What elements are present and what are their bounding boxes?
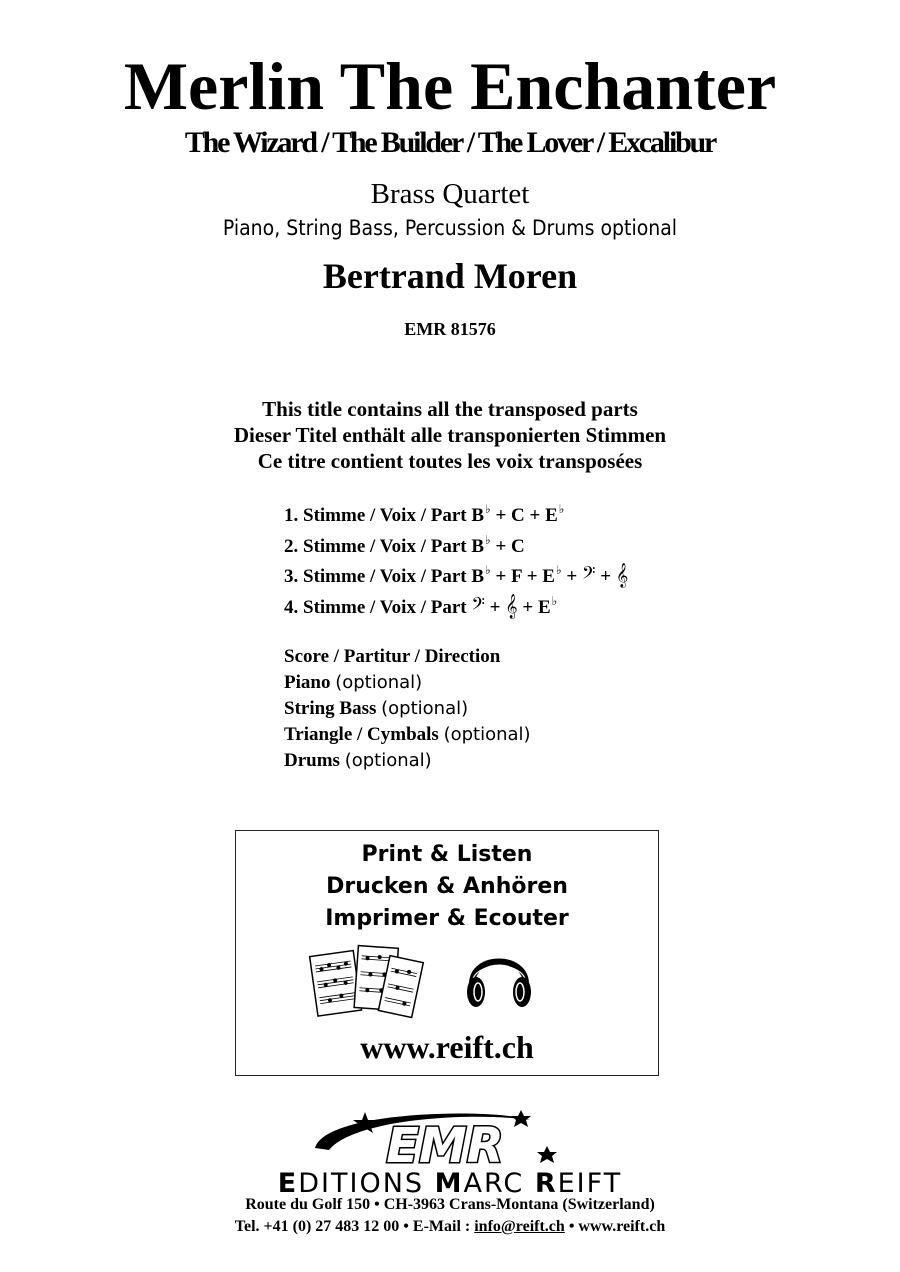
extra-name: String Bass xyxy=(284,698,377,719)
promo-line-german: Drucken & Anhören xyxy=(326,874,568,899)
part-key: F xyxy=(511,566,522,587)
flat-icon: ♭ xyxy=(485,502,491,516)
logo-text: EMR xyxy=(386,1118,504,1174)
website-link[interactable]: www.reift.ch xyxy=(360,1029,534,1065)
contact-tel: Tel. +41 (0) 27 483 12 00 • E-Mail : xyxy=(234,1218,475,1235)
bass-clef-icon: 𝄢 xyxy=(581,563,596,587)
extra-optional: (optional) xyxy=(443,724,531,745)
extras-list xyxy=(284,644,531,774)
extra-optional: (optional) xyxy=(344,750,432,771)
publisher-name-m: M xyxy=(434,1168,464,1199)
part-key: E xyxy=(542,566,555,587)
catalog-number: EMR 81576 xyxy=(404,319,496,339)
flat-icon: ♭ xyxy=(485,532,491,547)
part-number: 4. xyxy=(284,596,299,618)
publisher-name-part1: DITIONS xyxy=(298,1168,435,1199)
part-label: Stimme / Voix / Part xyxy=(303,535,467,557)
publisher-name-r: R xyxy=(534,1168,558,1199)
flat-icon: ♭ xyxy=(558,502,565,516)
publisher-contact xyxy=(0,1219,900,1235)
promo-line-french: Imprimer & Ecouter xyxy=(325,906,569,931)
extra-name: Drums xyxy=(284,750,340,771)
movements-subtitle: The Wizard / The Builder / The Lover / Excalibur xyxy=(184,126,716,159)
publisher-name-part3: EIFT xyxy=(557,1168,623,1199)
extra-name: Score / Partitur / Direction xyxy=(284,646,501,667)
part-key: B xyxy=(471,535,485,557)
email-link[interactable]: info@reift.ch xyxy=(474,1218,565,1235)
parts-list xyxy=(284,494,628,616)
bass-clef-icon: 𝄢 xyxy=(471,593,485,618)
publisher-address: Route du Golf 150 • CH-3963 Crans-Montana (Switzerland) xyxy=(245,1196,655,1213)
extra-optional: (optional) xyxy=(381,698,469,719)
publisher-name-e: E xyxy=(277,1168,299,1199)
part-key: C xyxy=(511,535,525,557)
part-key: E xyxy=(537,596,551,618)
part-row: 3. Stimme / Voix / Part B♭ + F + E♭ + 𝄢 + 𝄞 xyxy=(284,563,629,587)
flat-icon: ♭ xyxy=(551,593,558,608)
notice-german: Dieser Titel enthält alle transponierten Stimmen xyxy=(233,423,667,447)
print-listen-box xyxy=(235,830,659,1076)
headphones-icon xyxy=(464,944,534,1014)
treble-clef-icon: 𝄞 xyxy=(505,593,518,618)
part-number: 1. xyxy=(284,505,299,526)
treble-clef-icon: 𝄞 xyxy=(615,563,629,587)
promo-text xyxy=(236,839,658,935)
part-number: 2. xyxy=(284,535,299,557)
publisher-name xyxy=(0,1170,900,1197)
list-item xyxy=(284,696,531,722)
part-key: B xyxy=(471,566,485,587)
extra-name: Piano xyxy=(284,672,331,693)
part-row: 2. Stimme / Voix / Part B♭ + C xyxy=(284,532,525,557)
part-label: Stimme / Voix / Part xyxy=(303,596,467,618)
promo-line-english: Print & Listen xyxy=(361,842,533,867)
extra-optional: (optional) xyxy=(335,672,423,693)
list-item xyxy=(284,748,531,774)
sheet-music-icon xyxy=(308,941,426,1023)
part-row: 1. Stimme / Voix / Part B♭ + C + E♭ xyxy=(284,502,565,526)
extra-name: Triangle / Cymbals xyxy=(284,724,439,745)
part-label: Stimme / Voix / Part xyxy=(303,505,467,526)
publisher-name-part2: ARC xyxy=(463,1168,535,1199)
part-key: E xyxy=(545,505,558,526)
page-title: Merlin The Enchanter xyxy=(123,48,777,124)
instrumentation-note: Piano, String Bass, Percussion & Drums optional xyxy=(222,216,678,240)
part-key: C xyxy=(511,505,525,526)
transposed-parts-notice xyxy=(0,396,900,474)
flat-icon: ♭ xyxy=(485,563,491,577)
list-item xyxy=(284,644,531,670)
part-label: Stimme / Voix / Part xyxy=(303,566,467,587)
list-item xyxy=(284,670,531,696)
flat-icon: ♭ xyxy=(555,563,562,577)
part-key: B xyxy=(471,505,485,526)
list-item xyxy=(284,722,531,748)
composer-name: Bertrand Moren xyxy=(322,256,578,296)
ensemble-label: Brass Quartet xyxy=(370,178,530,210)
notice-french: Ce titre contient toutes les voix transposées xyxy=(257,449,643,473)
part-row: 4. Stimme / Voix / Part 𝄢 + 𝄞 + E♭ xyxy=(284,593,558,618)
contact-web[interactable]: • www.reift.ch xyxy=(564,1218,666,1235)
notice-english: This title contains all the transposed parts xyxy=(262,397,638,421)
part-number: 3. xyxy=(284,566,299,587)
